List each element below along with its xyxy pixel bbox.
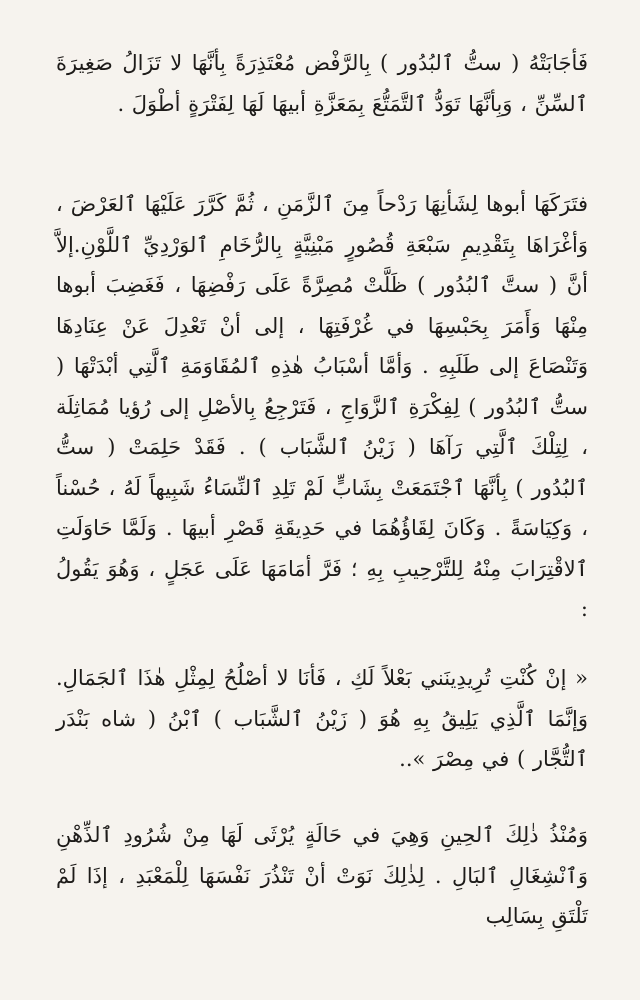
paragraph-father-anger-and-dream: فتَرَكَهَا أبوها لِشَأنِهَا رَدْحاً مِنَ ٱلزَّمَنِ ، ثُمَّ كَرَّرَ عَلَيْهَا ٱلعَرْضَ ، وَأغْرَاهَا بِتَقْدِيمِ سَبْعَةِ قُصُورٍ مَبْنِيَّةٍ بِالرُّخَامِ ٱلوَرْدِيِّ ٱللَّوْنِ.إلاَّ أنَّ ( ستَّ ٱلبُدُور ) ظَلَّتْ مُصِرَّةً عَلَى رَفْضِهَا ، فَغَضِبَ أبوها مِنْهَا وَأَمَرَ بِحَبْسِهَا في غُرْفَتِهَا ، إلى أنْ تَعْدِلَ عَنْ عِنَادِهَا وَتَنْصَاعَ إلى طَلَبِهِ . وَأمَّا أسْبَابُ هٰذِهِ ٱلمُقَاوَمَةِ ٱلَّتِي أبْدَتْهَا ( ستُّ ٱلبُدُور ) لِفِكْرَةِ ٱلزَّوَاجِ ، فَتَرْجِعُ بِالأصْلِ إلى رُؤيا مُمَاثِلَة ، لِتِلْكَ ٱلَّتِي رَآهَا ( زَيْنُ ٱلشَّبَاب ) . فَقَدْ حَلِمَتْ ( ستُّ ٱلبُدُور ) بِأنَّهَا ٱجْتَمَعَتْ بِشَابٍّ لَمْ تَلِدِ ٱلنِّسَاءُ شَبِيهاً لَهُ ، حُسْناً ، وَكِيَاسَةً . وَكَانَ لِقَاؤُهُمَا في حَدِيقَةِ قَصْرِ أبيهَا . وَلَمَّا حَاوَلَتِ ٱلاقْتِرَابَ مِنْهُ لِلتَّرْحِيبِ بِهِ ؛ فَرَّ أمَامَهَا عَلَى عَجَلٍ ، وَهُوَ يَقُولُ : xyxy=(56,192,588,621)
paragraph-refusal: فَأجَابَتْهُ ( ستُّ ٱلبُدُور ) بِالرَّفْض مُعْتَذِرَةً بِأنَّهَا لا تَزَالُ صَغِيرَةَ ٱلسِّنِّ ، وَبِأنَّهَا تَوَدُّ ٱلتَّمَتُّعَ بِمَعَزَّةِ أبيهَا لَهَا لِفَتْرَةٍ أطْوَلَ . xyxy=(56,51,588,116)
paragraph-quoted-speech: « إنْ كُنْتِ تُرِيدِينَني بَعْلاً لَكِ ، فَأنَا لا أصْلُحُ لِمِثْلِ هٰذَا ٱلجَمَالِ. وَإنَّمَا ٱلَّذِي يَلِيقُ بِهِ هُوَ ( زَيْنُ ٱلشَّبَاب ) ٱبْنُ ( شاه بَنْدَر ٱلتُّجَّار ) في مِصْرَ ».. xyxy=(56,666,588,771)
paragraph-since-then: وَمُنْذُ ذٰلِكَ ٱلحِينِ وَهِيَ في حَالَةٍ يُرْثَى لَهَا مِنْ شُرُودِ ٱلذِّهْنِ وَٱنْشِغَالِ ٱلبَالِ . لِذٰلِكَ نَوَتْ أنْ تَنْذُرَ نَفْسَهَا لِلْمَعْبَدِ ، إذَا لَمْ تَلْتَقِ بِسَالِب xyxy=(56,823,588,928)
